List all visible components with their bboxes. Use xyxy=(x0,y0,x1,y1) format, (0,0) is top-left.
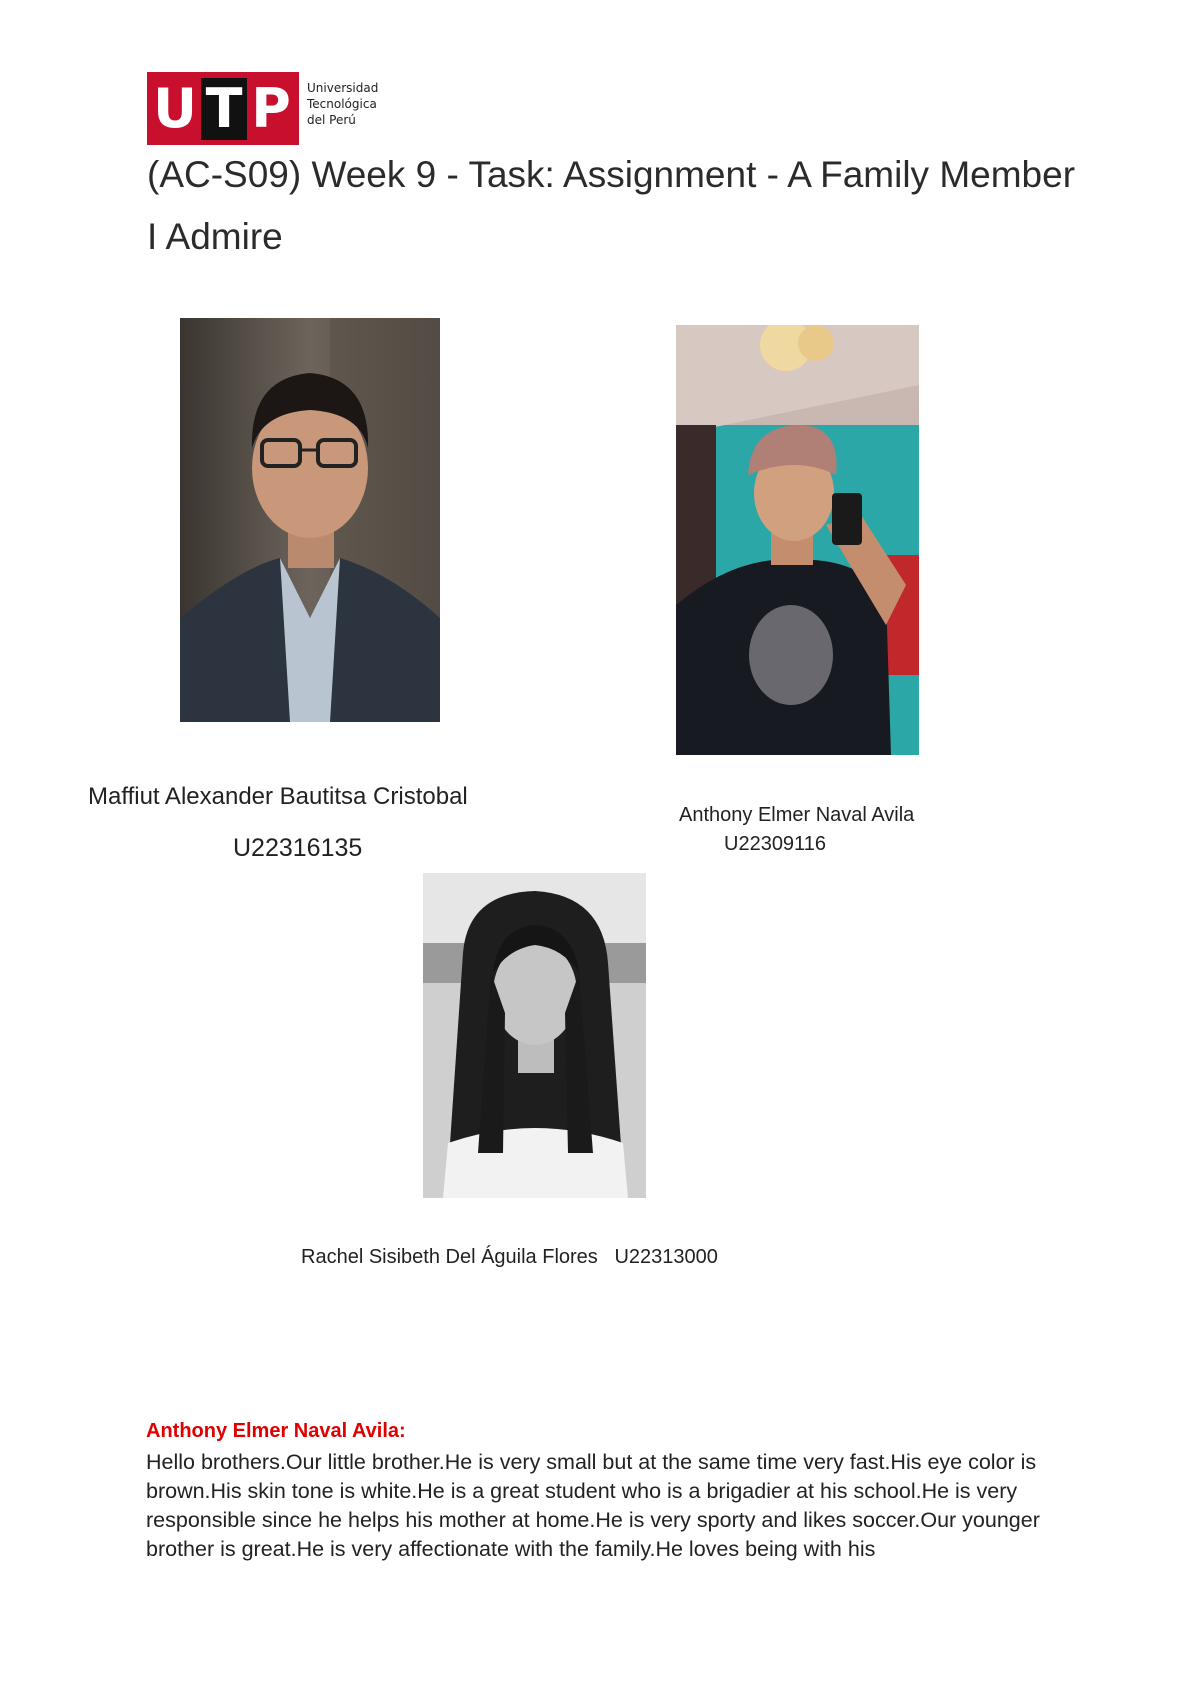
document-title: (AC-S09) Week 9 - Task: Assignment - A Family Member I Admire xyxy=(147,154,1076,257)
member-3-caption xyxy=(301,1246,718,1269)
member-2-id: U22309116 xyxy=(724,833,826,855)
member-1-id: U22316135 xyxy=(233,834,363,862)
logo-line-1: Universidad xyxy=(307,81,379,95)
logo-wordmark xyxy=(307,80,383,128)
member-2-name: Anthony Elmer Naval Avila xyxy=(679,804,915,826)
logo-line-2: Tecnológica xyxy=(307,97,377,111)
logo-line-3: del Perú xyxy=(307,113,356,127)
member-2-photo xyxy=(676,325,919,755)
utp-logo xyxy=(147,72,383,145)
logo-letter-t: T xyxy=(201,78,247,140)
logo-letter-p: P xyxy=(251,77,291,140)
member-3-photo xyxy=(423,873,646,1198)
section-body: Hello brothers.Our little brother.He is very small but at the same time very fast.His eye color is brown.His skin tone is white.He is a great student who is a brigadier at his school.He is very responsible since he helps his mother at home.He is very sporty and likes soccer.Our younger brother is great.He is very affectionate with the family.He loves being with his xyxy=(146,1450,1040,1561)
member-3-name: Rachel Sisibeth Del Águila Flores xyxy=(301,1246,598,1268)
member-1-photo xyxy=(180,318,440,722)
logo-letter-u: U xyxy=(153,77,197,140)
section-heading: Anthony Elmer Naval Avila: xyxy=(146,1420,406,1442)
member-3-id: U22313000 xyxy=(614,1246,718,1268)
member-1-name: Maffiut Alexander Bautitsa Cristobal xyxy=(88,783,468,810)
